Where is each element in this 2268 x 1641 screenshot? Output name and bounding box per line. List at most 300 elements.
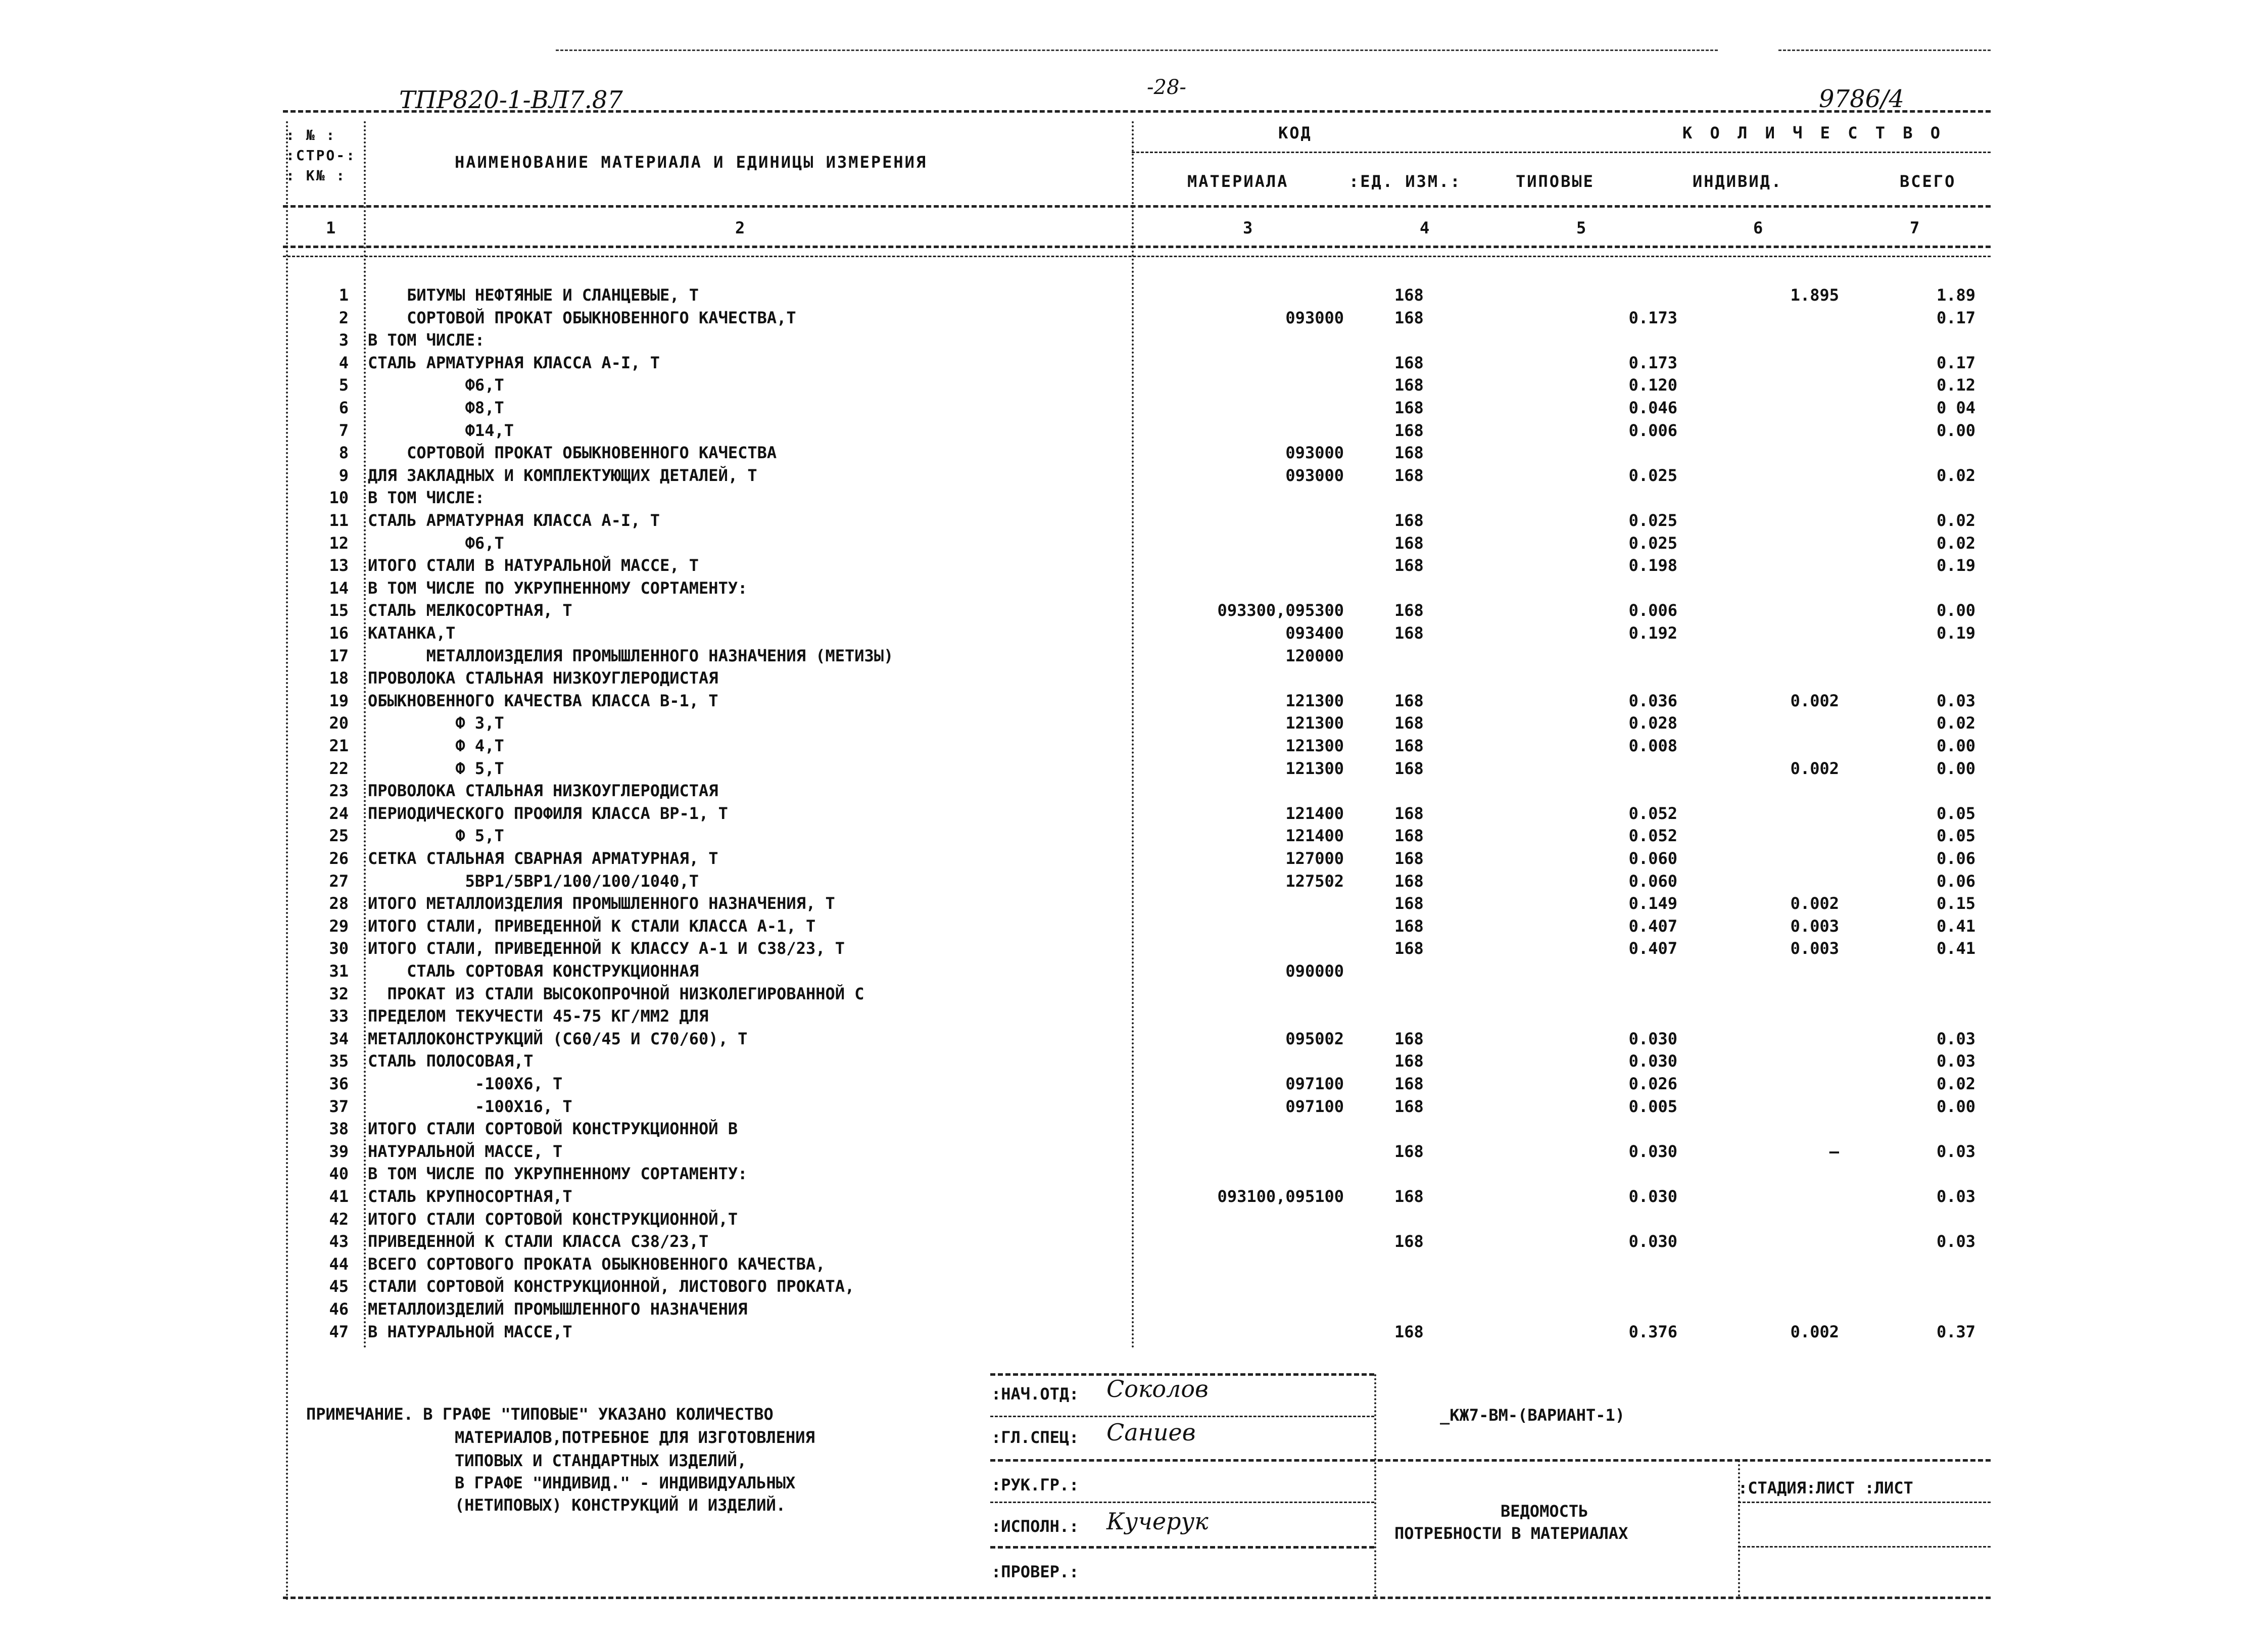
row-typical: 0.008 — [1628, 736, 1677, 755]
row-typical: 0.052 — [1628, 803, 1677, 823]
row-name: СОРТОВОЙ ПРОКАТ ОБЫКНОВЕННОГО КАЧЕСТВА,Т — [368, 308, 796, 327]
row-individual: 0.002 — [1790, 1322, 1839, 1341]
table-row — [0, 1164, 2268, 1186]
row-number: 3 — [339, 330, 349, 350]
scan-edge-line — [556, 50, 1718, 51]
row-typical: 0.030 — [1628, 1051, 1677, 1071]
row-number: 43 — [329, 1232, 349, 1251]
row-typical: 0.006 — [1628, 420, 1677, 440]
table-row — [0, 668, 2268, 691]
table-row — [0, 984, 2268, 1006]
page-number: -28- — [1147, 76, 1186, 99]
row-total: 0.00 — [1936, 420, 1975, 440]
row-unit: 168 — [1394, 1187, 1424, 1206]
table-row — [0, 375, 2268, 398]
row-number: 13 — [329, 556, 349, 575]
row-number: 25 — [329, 826, 349, 846]
row-individual: 0.002 — [1790, 758, 1839, 778]
row-typical: 0.030 — [1628, 1232, 1677, 1251]
total-header: ВСЕГО — [1900, 172, 1956, 191]
note-line-3: ТИПОВЫХ И СТАНДАРТНЫХ ИЗДЕЛИЙ, — [455, 1451, 747, 1470]
album-number: 9786/4 — [1819, 85, 1904, 113]
row-name: КАТАНКА,Т — [368, 623, 456, 643]
row-name: ОБЫКНОВЕННОГО КАЧЕСТВА КЛАССА В-1, Т — [368, 691, 718, 710]
row-number: 23 — [329, 781, 349, 801]
row-individual: — — [1829, 1141, 1839, 1161]
row-total: 0.17 — [1936, 308, 1975, 327]
row-unit: 168 — [1394, 398, 1424, 417]
row-total: 0.00 — [1936, 758, 1975, 778]
row-name: ВСЕГО СОРТОВОГО ПРОКАТА ОБЫКНОВЕННОГО КАЧЕСТВА, — [368, 1254, 826, 1274]
row-number: 39 — [329, 1141, 349, 1161]
row-typical: 0.192 — [1628, 623, 1677, 643]
stamp-chief-spec-label: :ГЛ.СПЕЦ: — [991, 1428, 1079, 1447]
row-number: 7 — [339, 420, 349, 440]
row-typical: 0.052 — [1628, 826, 1677, 846]
table-row — [0, 1232, 2268, 1254]
row-unit: 168 — [1394, 353, 1424, 372]
table-row — [0, 646, 2268, 668]
footer-rule-stage — [1738, 1502, 1991, 1503]
typical-header: ТИПОВЫЕ — [1516, 172, 1595, 191]
colnum-bottom-rule — [283, 246, 1991, 248]
table-row — [0, 894, 2268, 916]
row-individual: 0.002 — [1790, 894, 1839, 913]
row-number: 32 — [329, 984, 349, 1003]
row-typical: 0.407 — [1628, 916, 1677, 936]
table-row — [0, 1097, 2268, 1119]
row-name: СЕТКА СТАЛЬНАЯ СВАРНАЯ АРМАТУРНАЯ, Т — [368, 849, 718, 868]
table-row — [0, 578, 2268, 601]
stamp-head-of-dept-name: Соколов — [1106, 1375, 1209, 1403]
row-total: 0.06 — [1936, 849, 1975, 868]
row-number: 34 — [329, 1029, 349, 1048]
row-typical: 0.025 — [1628, 511, 1677, 530]
stamp-stage-sheet: :СТАДИЯ:ЛИСТ :ЛИСТ — [1738, 1478, 1913, 1498]
row-total: 0.03 — [1936, 1141, 1975, 1161]
row-name: Ф6,Т — [368, 375, 504, 395]
stamp-checker-label: :ПРОВЕР.: — [991, 1562, 1079, 1581]
body-start-rule — [283, 256, 1991, 257]
row-individual: 0.003 — [1790, 939, 1839, 958]
row-name: 5ВР1/5ВР1/100/100/1040,Т — [368, 871, 699, 891]
row-number: 47 — [329, 1322, 349, 1341]
row-total: 0 04 — [1936, 398, 1975, 417]
row-code: 120000 — [1285, 646, 1344, 665]
row-code: 121300 — [1285, 691, 1344, 710]
stamp-document-mark: _КЖ7-ВМ-(ВАРИАНТ-1) — [1440, 1406, 1625, 1425]
row-name: БИТУМЫ НЕФТЯНЫЕ И СЛАНЦЕВЫЕ, Т — [368, 285, 699, 305]
row-name: Ф14,Т — [368, 420, 514, 440]
table-row — [0, 759, 2268, 781]
code-header: КОД — [1278, 123, 1312, 142]
footer-rule-3 — [990, 1459, 1991, 1462]
table-row — [0, 939, 2268, 961]
table-row — [0, 308, 2268, 330]
note-line-4: В ГРАФЕ "ИНДИВИД." - ИНДИВИДУАЛЬНЫХ — [455, 1473, 796, 1492]
row-unit: 168 — [1394, 1029, 1424, 1048]
row-number: 15 — [329, 601, 349, 620]
row-number-header: : № : :СТРО-: : К№ : — [286, 127, 357, 184]
row-typical: 0.173 — [1628, 353, 1677, 372]
row-number: 5 — [339, 375, 349, 395]
row-unit: 168 — [1394, 1096, 1424, 1116]
row-unit: 168 — [1394, 803, 1424, 823]
row-name: Ф8,Т — [368, 398, 504, 417]
row-unit: 168 — [1394, 1051, 1424, 1071]
row-number: 10 — [329, 488, 349, 508]
table-row — [0, 1119, 2268, 1141]
row-name: СТАЛЬ СОРТОВАЯ КОНСТРУКЦИОННАЯ — [368, 961, 699, 981]
row-typical: 0.376 — [1628, 1322, 1677, 1341]
row-unit: 168 — [1394, 713, 1424, 733]
stamp-chief-spec-name: Саниев — [1106, 1419, 1196, 1446]
row-total: 0.00 — [1936, 736, 1975, 755]
row-total: 0.15 — [1936, 894, 1975, 913]
table-row — [0, 804, 2268, 826]
header-mid-rule — [1132, 152, 1991, 153]
table-row — [0, 421, 2268, 443]
row-unit: 168 — [1394, 691, 1424, 710]
header-bottom-rule — [283, 205, 1991, 208]
table-row — [0, 466, 2268, 488]
row-number: 14 — [329, 578, 349, 598]
row-unit: 168 — [1394, 465, 1424, 485]
row-unit: 168 — [1394, 871, 1424, 891]
row-typical: 0.036 — [1628, 691, 1677, 710]
row-name: ПРОВОЛОКА СТАЛЬНАЯ НИЗКОУГЛЕРОДИСТАЯ — [368, 781, 718, 801]
row-unit: 168 — [1394, 1232, 1424, 1251]
stamp-group-lead-label: :РУК.ГР.: — [991, 1475, 1079, 1494]
colnum-5: 5 — [1576, 218, 1588, 237]
row-unit: 168 — [1394, 849, 1424, 868]
row-name: СТАЛИ СОРТОВОЙ КОНСТРУКЦИОННОЙ, ЛИСТОВОГО ПРОКАТА, — [368, 1277, 855, 1296]
row-code: 097100 — [1285, 1096, 1344, 1116]
footer-rule-5 — [990, 1546, 1374, 1549]
row-individual: 0.003 — [1790, 916, 1839, 936]
row-typical: 0.030 — [1628, 1141, 1677, 1161]
row-unit: 168 — [1394, 894, 1424, 913]
note-line-2: МАТЕРИАЛОВ,ПОТРЕБНОЕ ДЛЯ ИЗГОТОВЛЕНИЯ — [455, 1428, 815, 1447]
row-name: Ф6,Т — [368, 533, 504, 553]
row-name: ИТОГО СТАЛИ СОРТОВОЙ КОНСТРУКЦИОННОЙ В — [368, 1119, 738, 1139]
row-number: 29 — [329, 916, 349, 936]
row-unit: 168 — [1394, 420, 1424, 440]
row-code: 127502 — [1285, 871, 1344, 891]
row-code: 121300 — [1285, 736, 1344, 755]
colnum-6: 6 — [1753, 218, 1765, 237]
row-unit: 168 — [1394, 556, 1424, 575]
row-number: 16 — [329, 623, 349, 643]
row-typical: 0.030 — [1628, 1187, 1677, 1206]
row-number: 17 — [329, 646, 349, 665]
row-typical: 0.025 — [1628, 465, 1677, 485]
row-name: В ТОМ ЧИСЛЕ: — [368, 488, 485, 508]
row-name: СТАЛЬ АРМАТУРНАЯ КЛАССА А-I, Т — [368, 511, 660, 530]
material-header: МАТЕРИАЛА — [1187, 172, 1289, 191]
table-row — [0, 1006, 2268, 1029]
row-name: -100Х6, Т — [368, 1074, 563, 1093]
footer-rule-2 — [990, 1416, 1374, 1417]
row-name: ПРОКАТ ИЗ СТАЛИ ВЫСОКОПРОЧНОЙ НИЗКОЛЕГИРОВАННОЙ С — [368, 984, 864, 1003]
row-total: 0.02 — [1936, 465, 1975, 485]
row-name: СТАЛЬ КРУПНОСОРТНАЯ,Т — [368, 1187, 572, 1206]
unit-header: :ЕД. ИЗМ.: — [1349, 172, 1462, 191]
row-total: 0.02 — [1936, 511, 1975, 530]
row-typical: 0.198 — [1628, 556, 1677, 575]
row-total: 0.03 — [1936, 1187, 1975, 1206]
row-number: 44 — [329, 1254, 349, 1274]
row-name: СТАЛЬ ПОЛОСОВАЯ,Т — [368, 1051, 534, 1071]
table-row — [0, 1074, 2268, 1096]
table-row — [0, 1142, 2268, 1164]
row-name: МЕТАЛЛОКОНСТРУКЦИЙ (С60/45 И С70/60), Т — [368, 1029, 748, 1048]
row-number: 6 — [339, 398, 349, 417]
row-number: 4 — [339, 353, 349, 372]
quantity-header: К О Л И Ч Е С Т В О — [1682, 123, 1945, 142]
row-number: 37 — [329, 1096, 349, 1116]
row-unit: 168 — [1394, 916, 1424, 936]
row-total: 0.41 — [1936, 916, 1975, 936]
row-unit: 168 — [1394, 736, 1424, 755]
row-total: 0.06 — [1936, 871, 1975, 891]
header-top-rule — [283, 110, 1991, 113]
row-number: 38 — [329, 1119, 349, 1139]
table-row — [0, 781, 2268, 803]
row-unit: 168 — [1394, 623, 1424, 643]
table-row — [0, 1210, 2268, 1232]
table-row — [0, 1299, 2268, 1322]
row-code: 093400 — [1285, 623, 1344, 643]
row-number: 27 — [329, 871, 349, 891]
row-typical: 0.173 — [1628, 308, 1677, 327]
row-total: 0.41 — [1936, 939, 1975, 958]
table-row — [0, 1051, 2268, 1074]
row-unit: 168 — [1394, 308, 1424, 327]
row-total: 0.03 — [1936, 691, 1975, 710]
row-number: 24 — [329, 803, 349, 823]
row-typical: 0.028 — [1628, 713, 1677, 733]
row-name: ПРИВЕДЕННОЙ К СТАЛИ КЛАССА С38/23,Т — [368, 1232, 709, 1251]
stamp-title-line-1: ВЕДОМОСТЬ — [1501, 1502, 1588, 1521]
table-row — [0, 916, 2268, 939]
table-row — [0, 511, 2268, 533]
row-typical: 0.407 — [1628, 939, 1677, 958]
row-code: 121300 — [1285, 758, 1344, 778]
row-total: 0.19 — [1936, 623, 1975, 643]
row-total: 0.03 — [1936, 1051, 1975, 1071]
table-row — [0, 285, 2268, 308]
row-number: 28 — [329, 894, 349, 913]
row-total: 0.03 — [1936, 1029, 1975, 1048]
row-name: СТАЛЬ МЕЛКОСОРТНАЯ, Т — [368, 601, 572, 620]
row-number: 2 — [339, 308, 349, 327]
row-unit: 168 — [1394, 758, 1424, 778]
row-unit: 168 — [1394, 1074, 1424, 1093]
row-code: 121400 — [1285, 826, 1344, 846]
stamp-executor-label: :ИСПОЛН.: — [991, 1517, 1079, 1536]
row-individual: 1.895 — [1790, 285, 1839, 305]
row-unit: 168 — [1394, 443, 1424, 463]
row-typical: 0.025 — [1628, 533, 1677, 553]
row-number: 19 — [329, 691, 349, 710]
table-row — [0, 1029, 2268, 1051]
row-code: 093000 — [1285, 308, 1344, 327]
row-name: ПРОВОЛОКА СТАЛЬНАЯ НИЗКОУГЛЕРОДИСТАЯ — [368, 668, 718, 688]
row-name: ИТОГО СТАЛИ СОРТОВОЙ КОНСТРУКЦИОННОЙ,Т — [368, 1209, 738, 1229]
row-unit: 168 — [1394, 375, 1424, 395]
row-number: 26 — [329, 849, 349, 868]
table-row — [0, 1254, 2268, 1277]
stamp-executor-name: Кучерук — [1106, 1508, 1209, 1535]
table-row — [0, 488, 2268, 510]
row-code: 121400 — [1285, 803, 1344, 823]
row-total: 0.00 — [1936, 1096, 1975, 1116]
row-name: В ТОМ ЧИСЛЕ ПО УКРУПНЕННОМУ СОРТАМЕНТУ: — [368, 578, 748, 598]
row-total: 0.37 — [1936, 1322, 1975, 1341]
row-code: 097100 — [1285, 1074, 1344, 1093]
row-unit: 168 — [1394, 285, 1424, 305]
row-number: 11 — [329, 511, 349, 530]
row-typical: 0.060 — [1628, 871, 1677, 891]
row-typical: 0.006 — [1628, 601, 1677, 620]
table-row — [0, 601, 2268, 623]
row-typical: 0.005 — [1628, 1096, 1677, 1116]
row-number: 36 — [329, 1074, 349, 1093]
table-row — [0, 1187, 2268, 1209]
row-number: 42 — [329, 1209, 349, 1229]
document-code: ТПР820-1-ВЛ7.87 — [399, 86, 623, 114]
table-row — [0, 623, 2268, 646]
colnum-4: 4 — [1420, 218, 1431, 237]
row-name: Ф 5,Т — [368, 826, 504, 846]
table-row — [0, 443, 2268, 465]
row-name: В ТОМ ЧИСЛЕ: — [368, 330, 485, 350]
row-number: 45 — [329, 1277, 349, 1296]
row-unit: 168 — [1394, 826, 1424, 846]
row-code: 093000 — [1285, 465, 1344, 485]
scan-edge-line-right — [1778, 50, 1991, 51]
row-name: ДЛЯ ЗАКЛАДНЫХ И КОМПЛЕКТУЮЩИХ ДЕТАЛЕЙ, Т — [368, 465, 757, 485]
row-name: ПРЕДЕЛОМ ТЕКУЧЕСТИ 45-75 КГ/ММ2 ДЛЯ — [368, 1006, 709, 1026]
row-name: ИТОГО СТАЛИ В НАТУРАЛЬНОЙ МАССЕ, Т — [368, 556, 699, 575]
row-name: Ф 5,Т — [368, 758, 504, 778]
row-name: НАТУРАЛЬНОЙ МАССЕ, Т — [368, 1141, 563, 1161]
name-header: НАИМЕНОВАНИЕ МАТЕРИАЛА И ЕДИНИЦЫ ИЗМЕРЕНИЯ — [455, 153, 928, 172]
row-name: СОРТОВОЙ ПРОКАТ ОБЫКНОВЕННОГО КАЧЕСТВА — [368, 443, 777, 463]
row-code: 090000 — [1285, 961, 1344, 981]
row-name: В ТОМ ЧИСЛЕ ПО УКРУПНЕННОМУ СОРТАМЕНТУ: — [368, 1164, 748, 1184]
row-total: 0.03 — [1936, 1232, 1975, 1251]
row-typical: 0.120 — [1628, 375, 1677, 395]
row-code: 127000 — [1285, 849, 1344, 868]
colnum-3: 3 — [1243, 218, 1254, 237]
row-name: В НАТУРАЛЬНОЙ МАССЕ,Т — [368, 1322, 572, 1341]
row-number: 41 — [329, 1187, 349, 1206]
stamp-head-of-dept-label: :НАЧ.ОТД: — [991, 1384, 1079, 1404]
row-unit: 168 — [1394, 939, 1424, 958]
table-row — [0, 353, 2268, 375]
stamp-separator-1 — [1374, 1374, 1376, 1597]
table-row — [0, 330, 2268, 353]
table-row — [0, 1322, 2268, 1344]
row-name: ИТОГО МЕТАЛЛОИЗДЕЛИЯ ПРОМЫШЛЕННОГО НАЗНАЧЕНИЯ, Т — [368, 894, 835, 913]
row-unit: 168 — [1394, 533, 1424, 553]
row-number: 40 — [329, 1164, 349, 1184]
row-name: СТАЛЬ АРМАТУРНАЯ КЛАССА А-I, Т — [368, 353, 660, 372]
row-name: Ф 4,Т — [368, 736, 504, 755]
colnum-2: 2 — [735, 218, 747, 237]
row-number: 8 — [339, 443, 349, 463]
row-number: 20 — [329, 713, 349, 733]
row-typical: 0.149 — [1628, 894, 1677, 913]
row-code: 093100,095100 — [1217, 1187, 1344, 1206]
row-number: 46 — [329, 1299, 349, 1319]
row-number: 31 — [329, 961, 349, 981]
row-total: 0.05 — [1936, 826, 1975, 846]
row-total: 0.02 — [1936, 713, 1975, 733]
table-row — [0, 556, 2268, 578]
row-number: 21 — [329, 736, 349, 755]
row-total: 0.17 — [1936, 353, 1975, 372]
stamp-title-line-2: ПОТРЕБНОСТИ В МАТЕРИАЛАХ — [1394, 1524, 1628, 1543]
row-total: 0.19 — [1936, 556, 1975, 575]
table-row — [0, 826, 2268, 848]
individual-header: ИНДИВИД. — [1693, 172, 1783, 191]
row-code: 121300 — [1285, 713, 1344, 733]
row-code: 093000 — [1285, 443, 1344, 463]
note-line-1: ПРИМЕЧАНИЕ. В ГРАФЕ "ТИПОВЫЕ" УКАЗАНО КОЛИЧЕСТВО — [306, 1405, 774, 1424]
row-typical: 0.046 — [1628, 398, 1677, 417]
page-bottom-rule — [283, 1597, 1991, 1599]
row-total: 0.02 — [1936, 533, 1975, 553]
row-typical: 0.030 — [1628, 1029, 1677, 1048]
row-name: ИТОГО СТАЛИ, ПРИВЕДЕННОЙ К КЛАССУ А-1 И С38/23, Т — [368, 939, 845, 958]
table-row — [0, 961, 2268, 984]
footer-rule-4 — [990, 1502, 1374, 1503]
row-unit: 168 — [1394, 1141, 1424, 1161]
footer-rule-stage-2 — [1738, 1546, 1991, 1548]
row-unit: 168 — [1394, 1322, 1424, 1341]
row-individual: 0.002 — [1790, 691, 1839, 710]
row-number: 35 — [329, 1051, 349, 1071]
row-total: 0.02 — [1936, 1074, 1975, 1093]
row-typical: 0.026 — [1628, 1074, 1677, 1093]
row-unit: 168 — [1394, 511, 1424, 530]
table-row — [0, 872, 2268, 894]
row-total: 0.12 — [1936, 375, 1975, 395]
table-row — [0, 736, 2268, 758]
row-name: ИТОГО СТАЛИ, ПРИВЕДЕННОЙ К СТАЛИ КЛАССА А-1, Т — [368, 916, 816, 936]
row-code: 095002 — [1285, 1029, 1344, 1048]
table-row — [0, 849, 2268, 871]
row-number: 22 — [329, 758, 349, 778]
row-name: ПЕРИОДИЧЕСКОГО ПРОФИЛЯ КЛАССА ВР-1, Т — [368, 803, 728, 823]
table-row — [0, 691, 2268, 713]
row-name: -100Х16, Т — [368, 1096, 572, 1116]
row-number: 33 — [329, 1006, 349, 1026]
row-number: 30 — [329, 939, 349, 958]
row-total: 1.89 — [1936, 285, 1975, 305]
note-line-5: (НЕТИПОВЫХ) КОНСТРУКЦИЙ И ИЗДЕЛИЙ. — [455, 1495, 786, 1515]
row-code: 093300,095300 — [1217, 601, 1344, 620]
table-row — [0, 1277, 2268, 1299]
table-row — [0, 534, 2268, 556]
row-number: 1 — [339, 285, 349, 305]
row-number: 9 — [339, 465, 349, 485]
row-name: Ф 3,Т — [368, 713, 504, 733]
table-row — [0, 713, 2268, 736]
